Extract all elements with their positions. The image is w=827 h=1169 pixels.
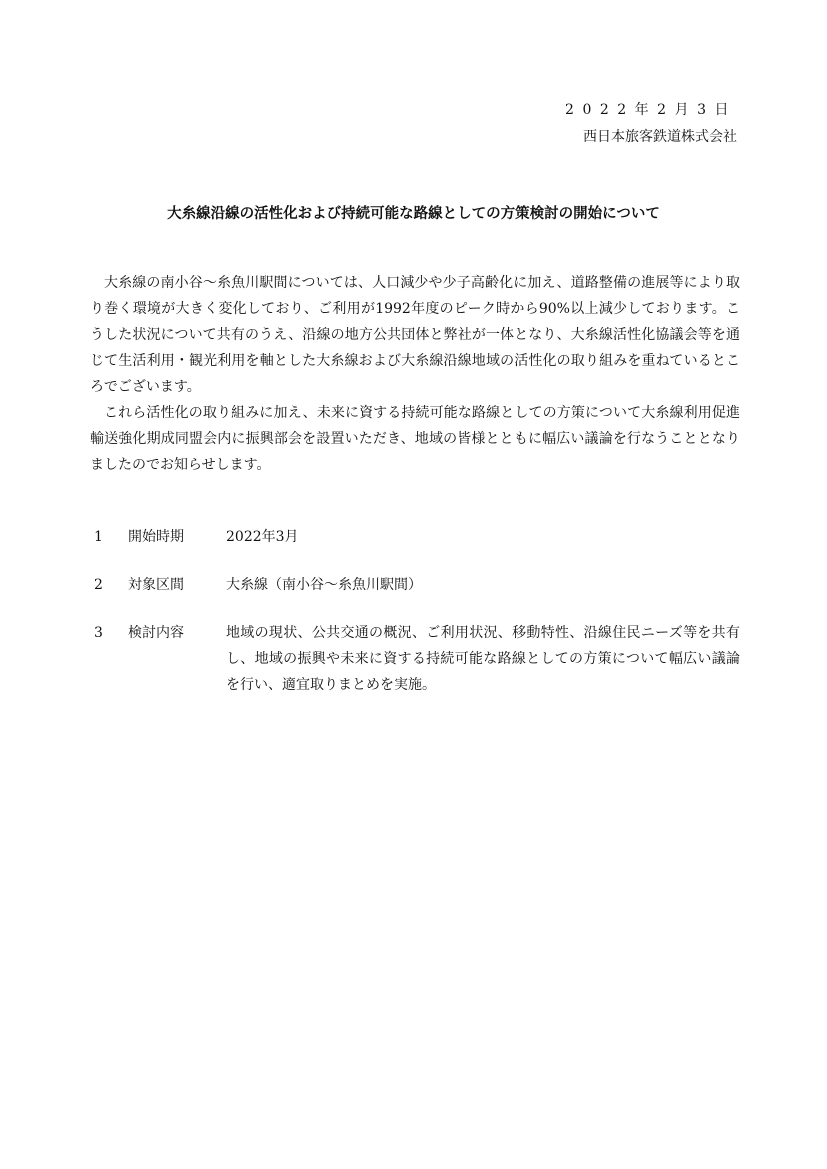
item-value: 大糸線（南小谷～糸魚川駅間） — [226, 577, 422, 593]
item-value: 地域の現状、公共交通の概況、ご利用状況、移動特性、沿線住民ニーズ等を共有し、地域の振興や未来に資する持続可能な路線としての方策について幅広い議論を行い、適宜取りまとめを実施。 — [226, 625, 740, 693]
item-list — [90, 524, 740, 720]
body-paragraph: これら活性化の取り組みに加え、未来に資する持続可能な路線としての方策について大糸線利用促進輸送強化期成同盟会内に振興部会を設置いただき、地域の皆様とともに幅広い議論を行なうこととなりましたのでお知らせします。 — [90, 405, 740, 473]
list-item — [90, 620, 740, 698]
item-value: 2022年3月 — [226, 529, 299, 545]
body-paragraph: 大糸線の南小谷～糸魚川駅間については、人口減少や少子高齢化に加え、道路整備の進展等により取り巻く環境が大きく変化しており、ご利用が1992年度のピーク時から90%以上減少しております。こうした状況について共有のうえ、沿線の地方公共団体と弊社が一体となり、大糸線活性化協議会等を通じて生活利用・観光利用を軸とした大糸線および大糸線沿線地域の活性化の取り組みを重ねているところでございます。 — [90, 275, 740, 395]
item-label: 検討内容 — [128, 625, 184, 641]
item-number: 1 — [94, 529, 103, 545]
list-item — [90, 524, 740, 550]
issuer-name: 西日本旅客鉄道株式会社 — [583, 129, 737, 145]
item-label: 対象区間 — [128, 577, 184, 593]
list-item — [90, 572, 740, 598]
document-date: 2022年2月3日 — [565, 102, 737, 118]
item-label: 開始時期 — [128, 529, 184, 545]
document-title: 大糸線沿線の活性化および持続可能な路線としての方策検討の開始について — [167, 206, 660, 222]
item-number: 2 — [94, 577, 103, 593]
body-text — [90, 270, 740, 478]
item-number: 3 — [94, 625, 103, 641]
